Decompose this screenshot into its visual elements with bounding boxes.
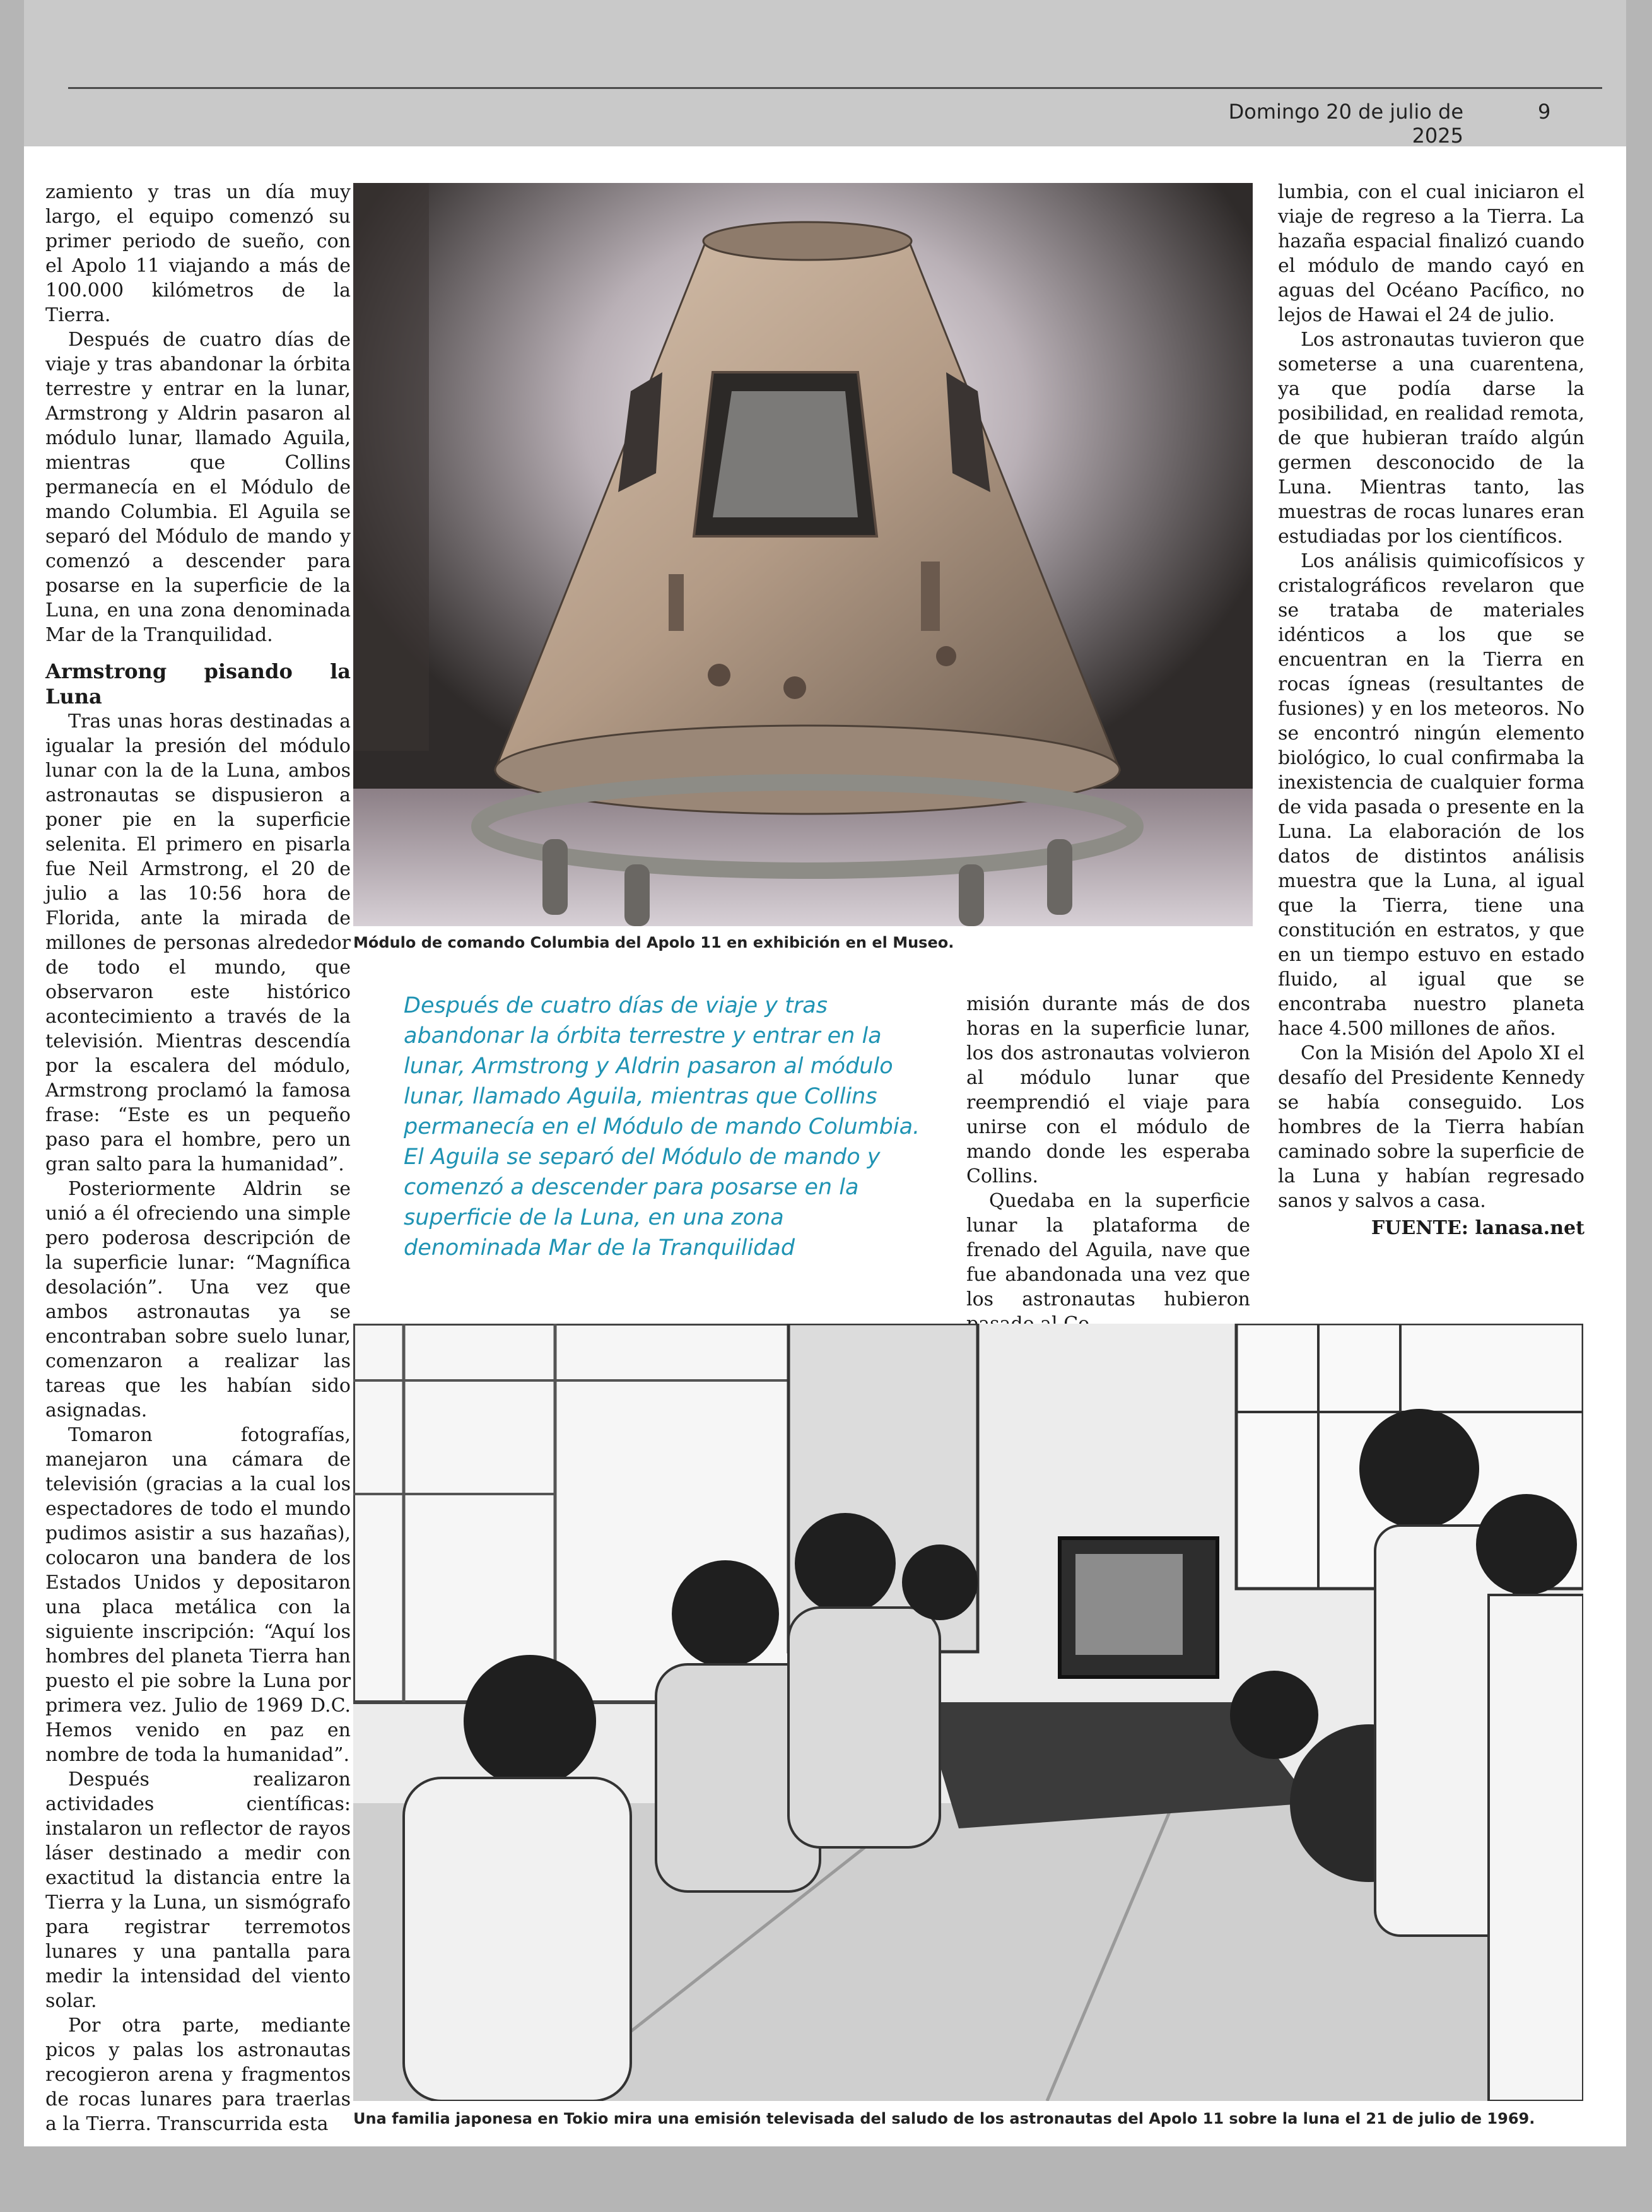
left-paragraph-4: Posteriormente Aldrin se unió a él ofreciendo una simple pero poderosa descripción de la superficie lunar: “Magnífica desolación”. Una vez que ambos astronautas ya se encontraban sobre suelo lunar, comenzaron a realizar las tareas que les habían sido asignadas. <box>45 1178 351 1421</box>
right-paragraph-1: lumbia, con el cual iniciaron el viaje de regreso a la Tierra. La hazaña espacial finalizó cuando el módulo de mando cayó en aguas del Océano Pacífico, no lejos de Hawai el 24 de julio. <box>1278 181 1585 326</box>
left-paragraph-1: zamiento y tras un día muy largo, el equipo comenzó su primer periodo de sueño, con el Apolo 11 viajando a más de 100.000 kilómetros de la Tierra. <box>45 181 351 326</box>
middle-paragraph-1: misión durante más de dos horas en la superficie lunar, los dos astronautas volvieron al módulo lunar que reemprendió el viaje para unirse con el módulo de mando donde les esperaba Collins. <box>966 993 1250 1187</box>
section-heading: Armstrong pisando la Luna <box>45 659 351 709</box>
right-paragraph-2: Los astronautas tuvieron que someterse a una cuarentena, ya que podía darse la posibilidad, en realidad remota, de que hubieran traído algún germen desconocido de la Luna. Mientras tanto, las muestras de rocas lunares eran estudiadas por los científicos. <box>1278 329 1585 548</box>
left-paragraph-5: Tomaron fotografías, manejaron una cámara de televisión (gracias a la cual los espectadores de todo el mundo pudimos asistir a sus hazañas), colocaron una bandera de los Estados Unidos y depositaron una placa metálica con la siguiente inscripción: “Aquí los hombres del planeta Tierra han puesto el pie sobre la Luna por primera vez. Julio de 1969 D.C. Hemos venido en paz en nombre de toda la humanidad”. <box>45 1424 351 1766</box>
middle-column <box>966 992 1250 1310</box>
right-paragraph-4: Con la Misión del Apolo XI el desafío del Presidente Kennedy se había conseguido. Los hombres de la Tierra habían caminado sobre la superficie de la Luna y habían regresado sanos y salvos a casa. <box>1278 1042 1585 1212</box>
left-paragraph-7: Por otra parte, mediante picos y palas los astronautas recogieron arena y fragmentos de rocas lunares para traerlas a la Tierra. Transcurrida esta <box>45 2015 351 2135</box>
family-photo <box>353 1324 1583 2101</box>
family-photo-caption: Una familia japonesa en Tokio mira una emisión televisada del saludo de los astronautas del Apolo 11 sobre la luna el 21 de julio de 1969. <box>353 2110 1535 2127</box>
header-date: Domingo 20 de julio de 2025 <box>1228 100 1463 148</box>
right-paragraph-3: Los análisis quimicofísicos y cristalográficos revelaron que se trataba de materiales idénticos a los que se encuentran en la Tierra en rocas ígneas (resultantes de fusiones) y en los meteoros. No se encontró ningún elemento biológico, lo cual confirmaba la inexistencia de cualquier forma de vida pasada o presente en la Luna. La elaboración de los datos de distintos análisis muestra que la Luna, al igual que la Tierra, tiene una constitución en estratos, y que en un tiempo estuvo en estado fluido, al igual que se encontraba nuestro planeta hace 4.500 millones de años. <box>1278 550 1585 1040</box>
pull-quote: Después de cuatro días de viaje y tras abandonar la órbita terrestre y entrar en la lunar, Armstrong y Aldrin pasaron al módulo lunar, llamado Aguila, mientras que Collins permanecía en el Módulo de mando Columbia. El Aguila se separó del Módulo de mando y comenzó a descender para posarse en la superficie de la Luna, en una zona denominada Mar de la Tranquilidad <box>404 993 920 1261</box>
left-paragraph-6: Después realizaron actividades científicas: instalaron un reflector de rayos láser destinado a medir con exactitud la distancia entre la Tierra y la Luna, un sismógrafo para registrar terremotos lunares y una pantalla para medir la intensidad del viento solar. <box>45 1768 351 2012</box>
left-paragraph-2: Después de cuatro días de viaje y tras abandonar la órbita terrestre y entrar en la lunar, Armstrong y Aldrin pasaron al módulo lunar, llamado Aguila, mientras que Collins permanecía en el Módulo de mando Columbia. El Aguila se separó del Módulo de mando y comenzó a descender para posarse en la superficie de la Luna, en una zona denominada Mar de la Tranquilidad. <box>45 329 351 646</box>
right-column <box>1278 180 1585 1290</box>
middle-paragraph-2: Quedaba en la superficie lunar la plataforma de frenado del Aguila, nave que fue abandonada una vez que los astronautas hubieron <box>966 1190 1250 1310</box>
left-paragraph-3: Tras unas horas destinadas a igualar la presión del módulo lunar con la de la Luna, ambos astronautas se dispusieron a poner pie en la superficie selenita. El primero en pisarla fue Neil Armstrong, el 20 de julio a las 10:56 hora de Florida, ante la mirada de millones de personas alrededor de todo el mundo, que observaron este histórico acontecimiento a través de la televisión. Mientras descendía por la escalera del módulo, Armstrong proclamó la famosa frase: “Este es un pequeño paso para el hombre, pero un gran salto para la humanidad”. <box>45 710 351 1175</box>
capsule-photo-caption: Módulo de comando Columbia del Apolo 11 en exhibición en el Museo. <box>353 934 954 951</box>
source-credit: FUENTE: lanasa.net <box>1371 1217 1585 1239</box>
left-column <box>45 180 351 2136</box>
capsule-photo <box>353 183 1253 926</box>
header-rule <box>68 87 1602 89</box>
header-page-number: 9 <box>1538 100 1551 124</box>
